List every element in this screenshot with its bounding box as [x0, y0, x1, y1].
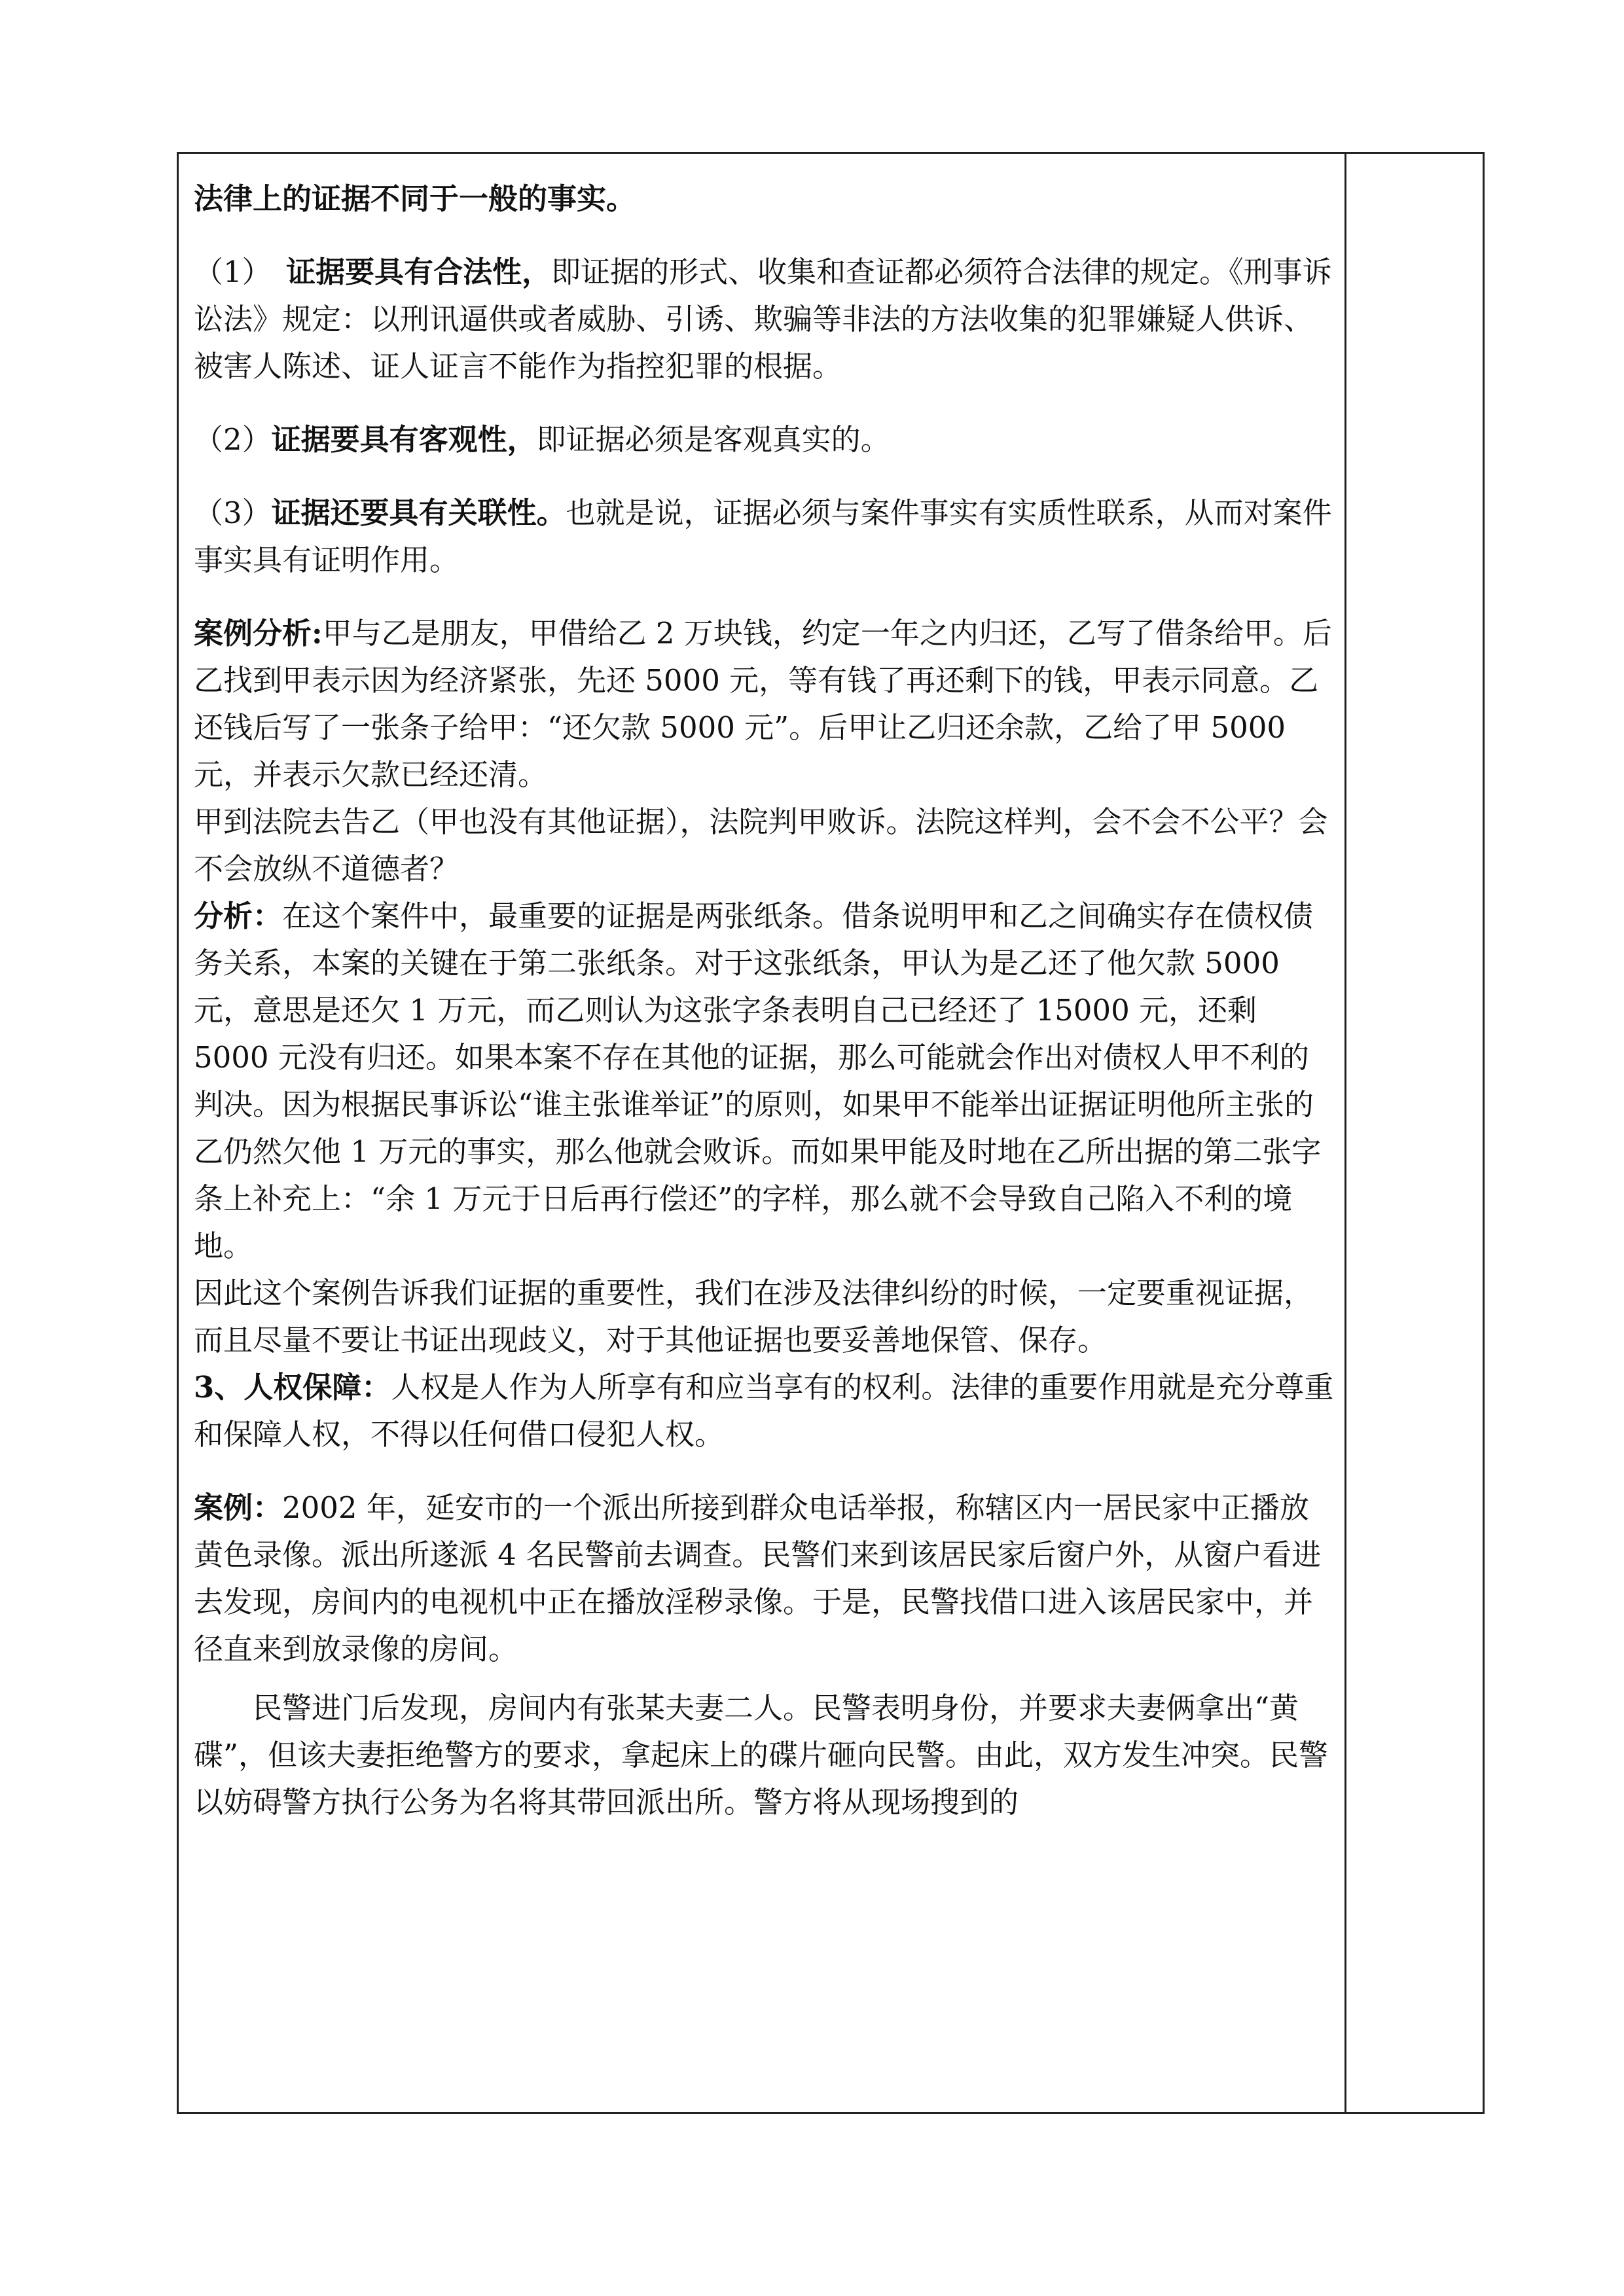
paragraph-evidence-intro: 法律上的证据不同于一般的事实。 — [194, 181, 636, 216]
paragraph-analysis: 分析：在这个案件中，最重要的证据是两张纸条。借条说明甲和乙之间确实存在债权债务关系，本案的关键在于第二张纸条。对于这张纸条，甲认为是乙还了他欠款 5000 元，意思是还欠 1 万元，而乙则认为这张字条表明自己已经还了 15000 元，还剩 5000 元没有归还。如果本案不存在其他的证据，那么可能就会作出对债权人甲不利的判决。因为根据民事诉讼“谁主张谁举证”的原则，如果甲不能举出证据证明他所主张的乙仍然欠他 1 万元的事实，那么他就会败诉。而如果甲能及时地在乙所出据的第二张字条上补充上：“余 1 万元于日后再行偿还”的字样，那么就不会导致自己陷入不利的境地。 — [194, 899, 1322, 1263]
content-cell — [194, 175, 1335, 1826]
paragraph-conclusion: 因此这个案例告诉我们证据的重要性，我们在涉及法律纠纷的时候，一定要重视证据，而且尽量不要让书证出现歧义，对于其他证据也要妥善地保管、保存。 — [194, 1276, 1314, 1357]
paragraph-human-rights: 3、人权保障：人权是人作为人所享有和应当享有的权利。法律的重要作用就是充分尊重和保障人权，不得以任何借口侵犯人权。 — [194, 1370, 1334, 1452]
paragraph-case-yanan: 案例：2002 年，延安市的一个派出所接到群众电话举报，称辖区内一居民家中正播放黄色录像。派出所遂派 4 名民警前去调查。民警们来到该居民家后窗户外，从窗户看进去发现，房间内的电视机中正在播放淫秽录像。于是，民警找借口进入该居民家中，并径直来到放录像的房间。 — [194, 1490, 1322, 1666]
paragraph-objectivity: （2）证据要具有客观性，即证据必须是客观真实的。 — [194, 422, 890, 457]
paragraph-court-ruling: 甲到法院去告乙（甲也没有其他证据），法院判甲败诉。法院这样判，会不会不公平？会不会放纵不道德者？ — [194, 804, 1328, 886]
paragraph-case-analysis: 案例分析:甲与乙是朋友，甲借给乙 2 万块钱，约定一年之内归还，乙写了借条给甲。后乙找到甲表示因为经济紧张，先还 5000 元，等有钱了再还剩下的钱，甲表示同意。乙还钱后写了一张条子给甲：“还欠款 5000 元”。后甲让乙归还余款，乙给了甲 5000 元，并表示欠款已经还清。 — [194, 616, 1332, 792]
paragraph-case-continued: 民警进门后发现，房间内有张某夫妻二人。民警表明身份，并要求夫妻俩拿出“黄碟”，但该夫妻拒绝警方的要求，拿起床上的碟片砸向民警。由此，双方发生冲突。民警以妨碍警方执行公务为名将其带回派出所。警方将从现场搜到的 — [194, 1691, 1329, 1820]
paragraph-relevance: （3）证据还要具有关联性。也就是说，证据必须与案件事实有实质性联系，从而对案件事实具有证明作用。 — [194, 495, 1332, 577]
table-column-divider — [1344, 152, 1346, 2114]
paragraph-legality: （1） 证据要具有合法性，即证据的形式、收集和查证都必须符合法律的规定。《刑事诉讼法》规定：以刑讯逼供或者威胁、引诱、欺骗等非法的方法收集的犯罪嫌疑人供诉、被害人陈述、证人证言不能作为指控犯罪的根据。 — [194, 255, 1332, 384]
